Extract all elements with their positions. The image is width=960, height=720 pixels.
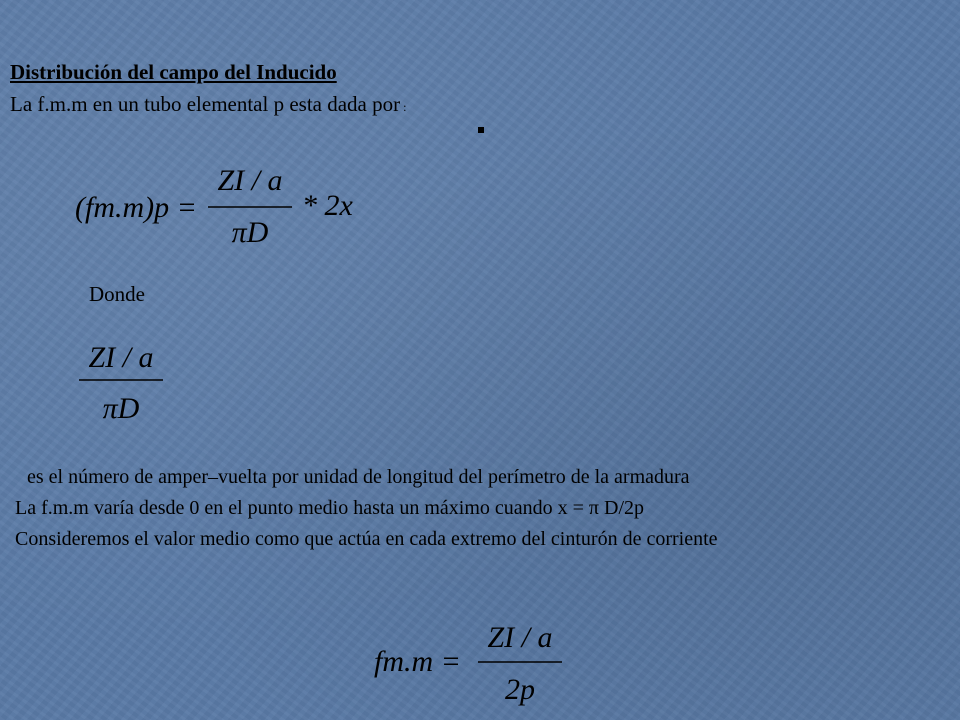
description-line-3: Consideremos el valor medio como que actúa en cada extremo del cinturón de corriente <box>15 528 718 550</box>
eq3-lhs: fm.m = <box>374 645 461 678</box>
eq1-tail: * 2x <box>302 189 353 222</box>
eq3-denominator: 2p <box>505 673 535 706</box>
eq3-numerator: ZI / a <box>487 621 553 654</box>
eq1-numerator: ZI / a <box>217 164 283 197</box>
slide-title: Distribución del campo del Inducido <box>10 60 337 84</box>
bullet-marker <box>478 127 484 133</box>
eq2-numerator: ZI / a <box>88 341 154 374</box>
equation-fmm-average <box>370 615 570 715</box>
description-line-2: La f.m.m varía desde 0 en el punto medio hasta un máximo cuando x = π D/2p <box>15 497 645 519</box>
intro-main: La f.m.m en un tubo elemental p esta dada por <box>10 92 401 116</box>
description-line-1: es el número de amper–vuelta por unidad de longitud del perímetro de la armadura <box>27 466 690 488</box>
eq1-lhs: (fm.m)p = <box>75 191 197 224</box>
eq1-denominator: πD <box>231 216 269 249</box>
donde-label: Donde <box>89 282 145 306</box>
eq2-denominator: πD <box>102 392 140 425</box>
intro-text <box>10 92 406 117</box>
equation-fraction <box>75 335 175 425</box>
intro-colon: : <box>400 100 407 114</box>
equation-fmm-p <box>70 160 410 260</box>
